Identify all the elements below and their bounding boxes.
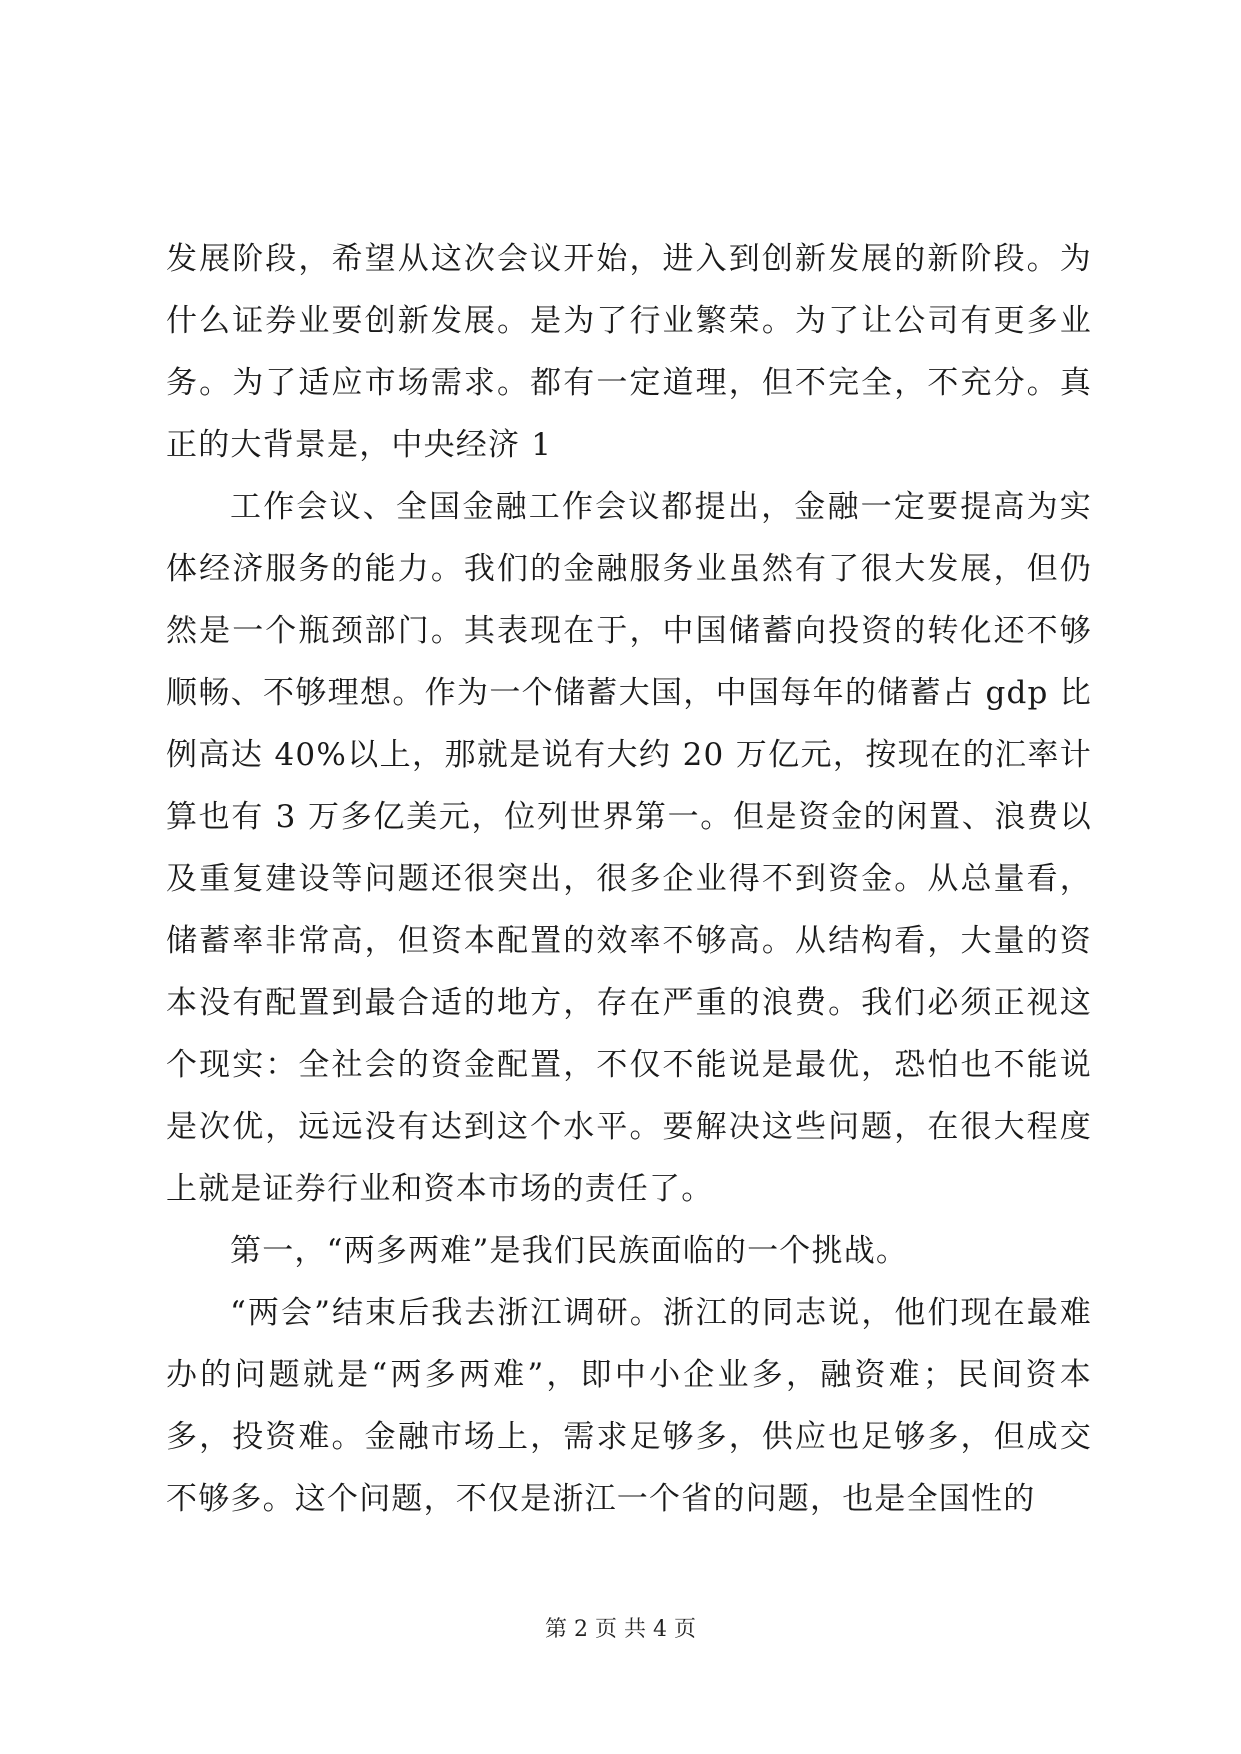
paragraph-2: 工作会议、全国金融工作会议都提出，金融一定要提高为实体经济服务的能力。我们的金融服务业虽然有了很大发展，但仍然是一个瓶颈部门。其表现在于，中国储蓄向投资的转化还不够顺畅、不够理想。作为一个储蓄大国，中国每年的储蓄占 gdp 比例高达 40%以上，那就是说有大约 20 万亿元，按现在的汇率计算也有 3 万多亿美元，位列世界第一。但是资金的闲置、浪费以及重复建设等问题还很突出，很多企业得不到资金。从总量看，储蓄率非常高，但资本配置的效率不够高。从结构看，大量的资本没有配置到最合适的地方，存在严重的浪费。我们必须正视这个现实：全社会的资金配置，不仅不能说是最优，恐怕也不能说是次优，远远没有达到这个水平。要解决这些问题，在很大程度上就是证券行业和资本市场的责任了。	[166, 489, 1092, 1207]
paragraph-1: 发展阶段，希望从这次会议开始，进入到创新发展的新阶段。为什么证券业要创新发展。是为了行业繁荣。为了让公司有更多业务。为了适应市场需求。都有一定道理，但不完全，不充分。真正的大背景是，中央经济 1	[166, 241, 1092, 463]
document-body	[166, 228, 1092, 1530]
page-number-label: 第 2 页 共 4 页	[545, 1617, 696, 1642]
paragraph-3: 第一，“两多两难”是我们民族面临的一个挑战。	[230, 1233, 909, 1269]
paragraph-4: “两会”结束后我去浙江调研。浙江的同志说，他们现在最难办的问题就是“两多两难”，即中小企业多，融资难；民间资本多，投资难。金融市场上，需求足够多，供应也足够多，但成交不够多。这个问题，不仅是浙江一个省的问题，也是全国性的	[166, 1295, 1092, 1517]
page-footer	[0, 1615, 1241, 1645]
